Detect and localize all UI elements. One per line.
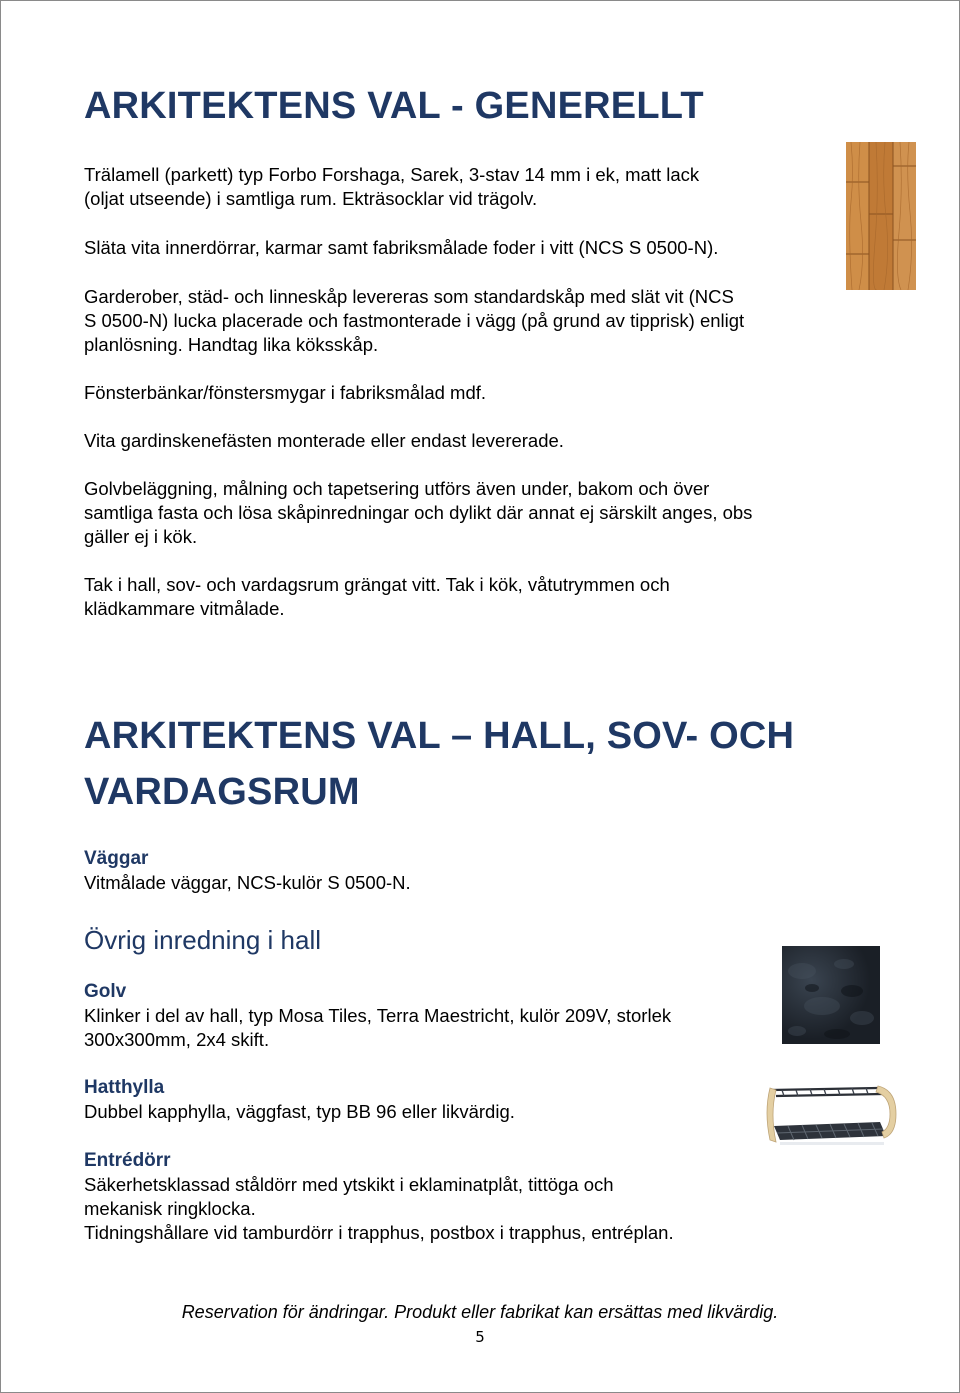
- paragraph-tak: Tak i hall, sov- och vardagsrum grängat vitt. Tak i kök, våtutrymmen och klädkammare vitmålade.: [84, 574, 670, 619]
- text-entredorr: Säkerhetsklassad ståldörr med ytskikt i eklaminatplåt, tittöga och mekanisk ringklocka. Tidningshållare vid tamburdörr i trapphus, postbox i trapphus, entréplan.: [84, 1174, 674, 1243]
- text-golv: Klinker i del av hall, typ Mosa Tiles, Terra Maestricht, kulör 209V, storlek 300x300mm, 2x4 skift.: [84, 1005, 672, 1050]
- page-number: 5: [475, 1328, 485, 1346]
- paragraph-garderober: Garderober, städ- och linneskåp levereras som standardskåp med slät vit (NCS S 0500-N) lucka placerade och fastmonterade i vägg (på grund av tipprisk) enligt planlösning. Handtag lika köksskåp.: [84, 286, 745, 355]
- paragraph-innerdorrar: Släta vita innerdörrar, karmar samt fabriksmålade foder i vitt (NCS S 0500-N).: [84, 237, 719, 258]
- oak-parquet-sample-image: [846, 142, 916, 290]
- paragraph-parkett: Trälamell (parkett) typ Forbo Forshaga, Sarek, 3-stav 14 mm i ek, matt lack (oljat utseende) i samtliga rum. Ekträsocklar vid trägolv.: [84, 164, 700, 209]
- paragraph-gardinskenor: Vita gardinskenefästen monterade eller endast levererade.: [84, 430, 564, 451]
- label-vaggar: Väggar: [84, 848, 149, 869]
- dark-tile-sample-image: [782, 946, 880, 1044]
- text-hatthylla: Dubbel kapphylla, väggfast, typ BB 96 eller likvärdig.: [84, 1101, 515, 1122]
- label-golv: Golv: [84, 981, 127, 1002]
- section-title-generellt: ARKITEKTENS VAL - GENERELLT: [84, 85, 704, 127]
- label-hatthylla: Hatthylla: [84, 1077, 165, 1098]
- footer-reservation-note: Reservation för ändringar. Produkt eller fabrikat kan ersättas med likvärdig.: [181, 1302, 779, 1322]
- subheading-ovrig-inredning: Övrig inredning i hall: [84, 925, 322, 955]
- text-vaggar: Vitmålade väggar, NCS-kulör S 0500-N.: [84, 872, 411, 893]
- hat-shelf-image: [762, 1082, 902, 1154]
- section-title-hall-sov-vardagsrum: ARKITEKTENS VAL – HALL, SOV- OCH VARDAGSRUM: [84, 715, 795, 813]
- paragraph-fonsterbankar: Fönsterbänkar/fönstersmygar i fabriksmålad mdf.: [84, 382, 487, 403]
- label-entredorr: Entrédörr: [84, 1150, 171, 1171]
- paragraph-golvbelaggning: Golvbeläggning, målning och tapetsering utförs även under, bakom och över samtliga fasta och lösa skåpinredningar och dylikt där annat ej särskilt anges, obs gäller ej i kök.: [84, 478, 753, 547]
